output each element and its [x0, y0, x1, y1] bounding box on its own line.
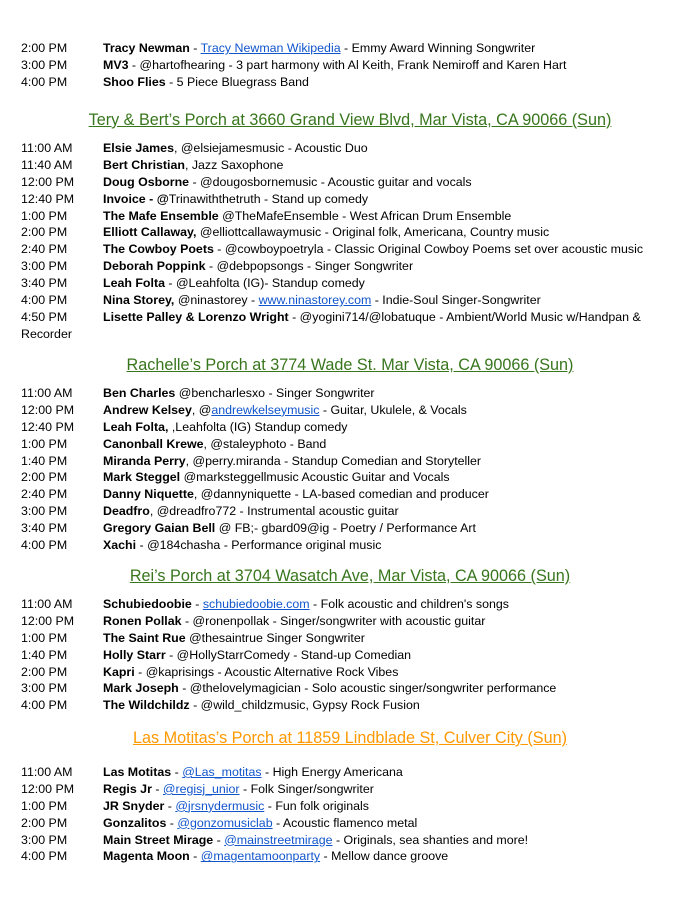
schedule-row: [0, 815, 700, 832]
schedule-row: [0, 208, 700, 225]
performer-name: Elliott Callaway,: [103, 225, 197, 240]
performer-details: @bencharlesxo - Singer Songwriter: [175, 386, 375, 400]
schedule-row: [0, 520, 700, 537]
slot-description: [103, 57, 566, 74]
performer-details: , @staleyphoto - Band: [203, 436, 327, 451]
performer-details: @ninastorey -: [174, 293, 259, 308]
performer-details: - @184chasha - Performance original music: [136, 538, 382, 553]
slot-description: [103, 781, 374, 798]
performer-details: -: [164, 798, 176, 813]
slot-time: 4:00 PM: [21, 293, 68, 308]
slot-description: [103, 224, 549, 241]
schedule-row: [0, 537, 700, 554]
slot-time: 3:00 PM: [21, 832, 68, 847]
schedule-row: [0, 140, 700, 157]
slot-description: [103, 798, 369, 815]
performer-details: -: [213, 832, 225, 847]
performer-name: Leah Folta,: [103, 419, 172, 434]
performer-details: @thesaintrue Singer Songwriter: [185, 630, 365, 645]
performer-name: Kapri: [103, 664, 135, 679]
slot-time: 1:00 PM: [21, 208, 68, 223]
performer-name: Danny Niquette: [103, 487, 194, 502]
schedule-row: [0, 764, 700, 781]
slot-description: [103, 680, 556, 697]
performer-details: - @debpopsongs - Singer Songwriter: [205, 259, 414, 274]
performer-details: - High Energy Americana: [261, 765, 403, 779]
porch-heading: Tery & Bert’s Porch at 3660 Grand View Blvd, Mar Vista, CA 90066 (Sun): [88, 111, 612, 129]
porch-heading: Rei’s Porch at 3704 Wasatch Ave, Mar Vista, CA 90066 (Sun): [129, 567, 571, 585]
slot-time: 2:00 PM: [21, 41, 68, 55]
schedule-section-rei: [0, 566, 700, 714]
slot-description: [103, 486, 489, 503]
slot-description: [103, 40, 535, 57]
slot-time: 4:00 PM: [21, 849, 68, 864]
performer-name: The Saint Rue: [103, 630, 186, 645]
performer-name: Main Street Mirage: [103, 832, 214, 847]
slot-time: 1:00 PM: [21, 798, 68, 813]
slot-time: 12:00 PM: [21, 174, 75, 189]
performer-name: Doug Osborne: [103, 174, 190, 189]
performer-name: The Cowboy Poets: [103, 242, 214, 257]
performer-name: Tracy Newman: [103, 41, 190, 55]
performer-details: - Acoustic flamenco metal: [272, 815, 418, 830]
performer-details: - Fun folk originals: [264, 798, 370, 813]
schedule-row: [0, 292, 700, 309]
slot-time: 4:00 PM: [21, 698, 68, 713]
slot-description: [103, 630, 365, 647]
schedule-row: [0, 385, 700, 402]
performer-name: Ronen Pollak: [103, 613, 182, 628]
slot-description: [103, 74, 309, 91]
slot-time: 1:40 PM: [21, 647, 68, 662]
slot-description: [103, 503, 399, 520]
performer-details: @TheMafeEnsemble - West African Drum Ensemble: [218, 208, 512, 223]
schedule-row: [0, 832, 700, 849]
schedule-row: [0, 224, 700, 241]
porch-heading: Las Motitas’s Porch at 11859 Lindblade St, Culver City (Sun): [133, 729, 567, 747]
schedule-row: [0, 664, 700, 681]
schedule-rows: [0, 140, 700, 343]
performer-name: JR Snyder: [103, 798, 165, 813]
slot-time: 3:00 PM: [21, 504, 68, 519]
performer-details: , @: [191, 402, 212, 417]
slot-description: [103, 157, 283, 174]
performer-details: - Folk Singer/songwriter: [239, 781, 374, 796]
schedule-row: [0, 680, 700, 697]
slot-description: [103, 697, 420, 714]
performer-name: Shoo Flies: [103, 74, 166, 89]
schedule-row: [0, 486, 700, 503]
performer-details: @ FB;- gbard09@ig - Poetry / Performance Art: [215, 521, 476, 536]
schedule-row: [0, 697, 700, 714]
performer-link[interactable]: @gonzomusiclab: [177, 815, 273, 830]
performer-details: - Guitar, Ukulele, & Vocals: [319, 402, 467, 417]
performer-name: Gonzalitos: [103, 815, 167, 830]
schedule-row: [0, 630, 700, 647]
schedule-row: [0, 174, 700, 191]
schedule-section-las-motitas: [0, 728, 700, 865]
slot-time: 2:40 PM: [21, 242, 68, 257]
slot-description: [103, 664, 398, 681]
slot-time: 1:40 PM: [21, 453, 68, 468]
schedule-row: [0, 57, 700, 74]
performer-details: -: [191, 597, 203, 611]
schedule-section-tery-bert: [0, 110, 700, 343]
slot-time: 4:00 PM: [21, 538, 68, 553]
performer-name: Elsie James: [103, 141, 174, 155]
performer-details: - 5 Piece Bluegrass Band: [165, 74, 309, 89]
performer-details: -: [189, 849, 201, 864]
slot-description: [103, 537, 381, 554]
slot-time: 2:00 PM: [21, 664, 68, 679]
schedule-row: [0, 469, 700, 486]
slot-description: [103, 241, 643, 258]
performer-link[interactable]: www.ninastorey.com: [258, 293, 372, 308]
slot-description: [103, 520, 476, 537]
slot-description: [103, 385, 375, 402]
slot-time: 4:00 PM: [21, 74, 68, 89]
slot-description: [103, 832, 528, 849]
performer-details: -: [166, 815, 178, 830]
schedule-row: [0, 781, 700, 798]
schedule-row: [0, 191, 700, 208]
performer-name: Deborah Poppink: [103, 259, 206, 274]
schedule-row: [0, 157, 700, 174]
slot-description: [103, 596, 509, 613]
slot-time: 11:40 AM: [21, 157, 73, 172]
performer-link[interactable]: @regisj_unior: [162, 781, 240, 796]
slot-description: [103, 140, 368, 157]
performer-details: - @cowboypoetryla - Classic Original Cowboy Poems set over acoustic music: [213, 242, 644, 257]
schedule-row: [0, 309, 700, 343]
performer-link[interactable]: @jrsnydermusic: [175, 798, 265, 813]
schedule-rows: [0, 596, 700, 714]
slot-description: [103, 419, 348, 436]
schedule-row: [0, 258, 700, 275]
performer-details: , @elsiejamesmusic - Acoustic Duo: [173, 141, 368, 155]
performer-details: - Originals, sea shanties and more!: [332, 832, 529, 847]
performer-name: Regis Jr: [103, 781, 152, 796]
schedule-section-intro: [0, 40, 700, 91]
performer-details: , @perry.miranda - Standup Comedian and Storyteller: [185, 453, 482, 468]
slot-time: 12:00 PM: [21, 613, 75, 628]
porch-heading: Rachelle’s Porch at 3774 Wade St. Mar Vista, CA 90066 (Sun): [126, 356, 574, 374]
slot-time: 2:40 PM: [21, 487, 68, 502]
schedule-row: [0, 596, 700, 613]
schedule-row: [0, 40, 700, 57]
performer-details: @marksteggellmusic Acoustic Guitar and Vocals: [180, 470, 450, 485]
schedule-row: [0, 613, 700, 630]
schedule-row: [0, 647, 700, 664]
schedule-row: [0, 503, 700, 520]
slot-time: 3:00 PM: [21, 57, 68, 72]
slot-time: 11:00 AM: [21, 141, 73, 155]
performer-details: -: [151, 781, 163, 796]
performer-name: Lisette Palley & Lorenzo Wright: [103, 309, 289, 324]
slot-time: 2:00 PM: [21, 815, 68, 830]
performer-link[interactable]: andrewkelseymusic: [211, 402, 320, 417]
slot-description: [103, 764, 403, 781]
performer-link[interactable]: schubiedoobie.com: [202, 597, 310, 611]
slot-time: 12:00 PM: [21, 402, 75, 417]
performer-name: The Mafe Ensemble: [103, 208, 219, 223]
performer-details: - @Leahfolta (IG)- Standup comedy: [164, 276, 365, 291]
slot-description: [103, 436, 326, 453]
slot-time: 3:40 PM: [21, 521, 68, 536]
performer-details: - Mellow dance groove: [320, 849, 449, 864]
schedule-row: [0, 848, 700, 865]
slot-time: 1:00 PM: [21, 436, 68, 451]
performer-name: Invoice - @: [103, 191, 169, 206]
slot-description: [103, 292, 541, 309]
performer-details: - @ronenpollak - Singer/songwriter with acoustic guitar: [181, 613, 486, 628]
performer-details: - @hartofhearing - 3 part harmony with Al Keith, Frank Nemiroff and Karen Hart: [128, 57, 567, 72]
performer-name: Holly Starr: [103, 647, 166, 662]
schedule-rows: [0, 764, 700, 865]
performer-details: - @kaprisings - Acoustic Alternative Rock Vibes: [134, 664, 399, 679]
slot-time: 2:00 PM: [21, 225, 68, 240]
slot-time: 12:40 PM: [21, 419, 75, 434]
slot-time: 11:00 AM: [21, 386, 73, 400]
slot-description: [103, 174, 472, 191]
performer-details: , Jazz Saxophone: [184, 157, 284, 172]
slot-description: [103, 275, 365, 292]
schedule-row: [0, 419, 700, 436]
performer-name: Gregory Gaian Bell: [103, 521, 216, 536]
performer-name: MV3: [103, 57, 129, 72]
performer-name: The Wildchildz: [103, 698, 190, 713]
slot-time: 12:00 PM: [21, 781, 75, 796]
performer-name: Andrew Kelsey: [103, 402, 192, 417]
performer-details: - @wild_childzmusic, Gypsy Rock Fusion: [189, 698, 420, 713]
schedule-rows: [0, 385, 700, 554]
performer-name: Magenta Moon: [103, 849, 190, 864]
slot-time: 12:40 PM: [21, 191, 75, 206]
performer-details: Trinawiththetruth - Stand up comedy: [168, 191, 369, 206]
slot-description: [103, 647, 411, 664]
performer-name: Schubiedoobie: [103, 597, 192, 611]
performer-link[interactable]: @Las_motitas: [182, 765, 262, 779]
performer-link[interactable]: Tracy Newman Wikipedia: [200, 41, 341, 55]
performer-details: ,Leahfolta (IG) Standup comedy: [171, 419, 348, 434]
performer-details: - @thelovelymagician - Solo acoustic singer/songwriter performance: [178, 681, 557, 696]
schedule-row: [0, 798, 700, 815]
slot-description: [103, 613, 485, 630]
performer-details: , @dannyniquette - LA-based comedian and producer: [193, 487, 489, 502]
performer-name: Nina Storey,: [103, 293, 175, 308]
slot-description: [0, 309, 700, 343]
schedule-row: [0, 74, 700, 91]
slot-description: [103, 191, 368, 208]
performer-details: , @dreadfro772 - Instrumental acoustic guitar: [149, 504, 399, 519]
slot-description: [103, 453, 481, 470]
slot-description: [103, 815, 417, 832]
schedule-section-rachelle: [0, 355, 700, 554]
schedule-rows: [0, 40, 700, 91]
schedule-row: [0, 275, 700, 292]
slot-time: 3:00 PM: [21, 681, 68, 696]
schedule-row: [0, 436, 700, 453]
slot-time: 11:00 AM: [21, 765, 73, 779]
slot-time: 4:50 PM: [21, 309, 68, 324]
performer-name: Miranda Perry: [103, 453, 186, 468]
slot-description: [103, 402, 467, 419]
slot-time: 2:00 PM: [21, 470, 68, 485]
schedule-row: [0, 453, 700, 470]
performer-name: Leah Folta: [103, 276, 165, 291]
performer-name: Deadfro: [103, 504, 150, 519]
performer-details: -: [189, 41, 201, 55]
slot-time: 1:00 PM: [21, 630, 68, 645]
slot-time: 3:00 PM: [21, 259, 68, 274]
performer-details: @elliottcallawaymusic - Original folk, Americana, Country music: [196, 225, 550, 240]
performer-link[interactable]: @mainstreetmirage: [224, 832, 333, 847]
performer-details: - @dougosbornemusic - Acoustic guitar and vocals: [189, 174, 472, 189]
slot-description: [103, 208, 511, 225]
slot-description: [103, 469, 450, 486]
performer-name: Bert Christian: [103, 157, 185, 172]
performer-details: -: [171, 765, 183, 779]
performer-name: Las Motitas: [103, 765, 172, 779]
schedule-row: [0, 402, 700, 419]
slot-time: 3:40 PM: [21, 276, 68, 291]
performer-details: - @HollyStarrComedy - Stand-up Comedian: [165, 647, 412, 662]
performer-name: Ben Charles: [103, 386, 176, 400]
performer-link[interactable]: @magentamoonparty: [200, 849, 321, 864]
schedule-row: [0, 241, 700, 258]
performer-details: - Folk acoustic and children's songs: [309, 597, 509, 611]
performer-name: Xachi: [103, 538, 137, 553]
slot-time: 11:00 AM: [21, 597, 73, 611]
performer-details: - Emmy Award Winning Songwriter: [340, 41, 536, 55]
performer-details: - @yogini714/@lobatuque - Ambient/World Music w/Handpan & Recorder: [21, 309, 641, 341]
slot-description: [103, 258, 413, 275]
performer-name: Mark Joseph: [103, 681, 179, 696]
performer-details: - Indie-Soul Singer-Songwriter: [371, 293, 541, 308]
performer-name: Canonball Krewe: [103, 436, 204, 451]
performer-name: Mark Steggel: [103, 470, 181, 485]
slot-description: [103, 848, 448, 865]
